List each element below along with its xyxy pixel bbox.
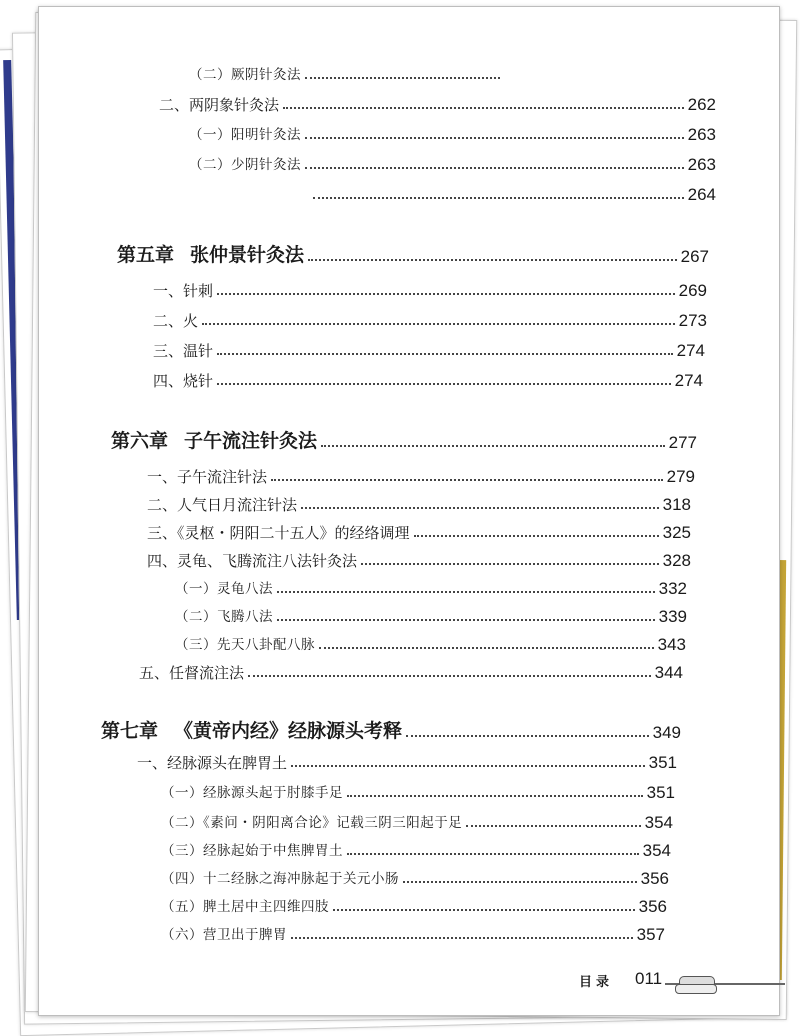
toc-page-number: 273 xyxy=(678,311,707,330)
toc-page-number: 357 xyxy=(636,925,665,944)
dot-leader xyxy=(305,77,500,79)
dot-leader xyxy=(291,765,645,767)
toc-entry-label xyxy=(101,719,402,743)
toc-page-number: 351 xyxy=(648,753,677,772)
dot-leader xyxy=(248,675,651,677)
toc-entry-label xyxy=(111,429,317,453)
toc-page-number: 332 xyxy=(658,579,687,598)
toc-entry-label: （一）阳明针灸法 xyxy=(189,127,301,143)
toc-entry-label xyxy=(117,243,304,267)
toc-entry-label: （四）十二经脉之海冲脉起于关元小肠 xyxy=(161,871,399,887)
toc-page-number: 269 xyxy=(678,281,707,300)
toc-entry-label: （三）经脉起始于中焦脾胃土 xyxy=(161,843,343,859)
toc-entry-label: （二）少阴针灸法 xyxy=(189,157,301,173)
dot-leader xyxy=(321,445,665,447)
toc-entry-label: 三、《灵枢・阴阳二十五人》的经络调理 xyxy=(147,524,410,542)
chapter-number: 第六章 xyxy=(111,430,169,452)
toc-entry-label: （二）厥阴针灸法 xyxy=(189,67,301,83)
toc-entry-label: 四、烧针 xyxy=(153,372,214,390)
toc-page-number: 279 xyxy=(666,467,695,486)
toc-entry-row xyxy=(161,813,673,833)
toc-page-number: 349 xyxy=(652,723,681,742)
toc-entry-row xyxy=(153,371,703,391)
toc-chapter-row xyxy=(111,429,697,453)
dot-leader xyxy=(406,735,649,737)
dot-leader xyxy=(403,881,637,883)
toc-page-number: 274 xyxy=(674,371,703,390)
toc-entry-row xyxy=(161,925,665,945)
toc-page-number: 262 xyxy=(687,95,716,114)
toc-entry-row xyxy=(159,95,716,115)
toc-entry-row xyxy=(137,753,677,773)
toc-page-number: 354 xyxy=(644,813,673,832)
toc-page-number: 263 xyxy=(687,155,716,174)
toc-page-number: 344 xyxy=(654,663,683,682)
toc-entry-row xyxy=(175,635,686,655)
toc-chapter-row xyxy=(117,243,709,267)
dot-leader xyxy=(466,825,640,827)
toc-page-number: 356 xyxy=(638,897,667,916)
toc-entry-label: 五、任督流注法 xyxy=(139,664,245,682)
toc-entry-label: （五）脾土居中主四维四肢 xyxy=(161,899,329,915)
dot-leader xyxy=(305,167,684,169)
toc-page-number: 339 xyxy=(658,607,687,626)
toc-entry-label: （一）灵龟八法 xyxy=(175,581,273,597)
chapter-number: 第七章 xyxy=(101,720,159,742)
dot-leader xyxy=(414,535,659,537)
toc-page-number: 318 xyxy=(662,495,691,514)
toc-entry-row xyxy=(309,185,716,205)
toc-entry-row xyxy=(139,663,683,683)
table-of-contents xyxy=(39,7,779,1015)
dot-leader xyxy=(305,137,684,139)
toc-entry-label: （三）先天八卦配八脉 xyxy=(175,637,315,653)
toc-entry-row xyxy=(189,155,716,175)
dot-leader xyxy=(291,937,633,939)
toc-entry-label: （六）营卫出于脾胃 xyxy=(161,927,287,943)
toc-page-number: 277 xyxy=(668,433,697,452)
dot-leader xyxy=(202,323,675,325)
toc-entry-row xyxy=(153,341,705,361)
toc-entry-row xyxy=(147,495,691,515)
toc-chapter-row xyxy=(101,719,681,743)
toc-page-number: 267 xyxy=(680,247,709,266)
toc-page-number: 263 xyxy=(687,125,716,144)
dot-leader xyxy=(277,591,655,593)
toc-page-number: 264 xyxy=(687,185,716,204)
dot-leader xyxy=(361,563,659,565)
dot-leader xyxy=(271,479,663,481)
toc-page-number: 356 xyxy=(640,869,669,888)
toc-page xyxy=(38,6,780,1016)
toc-page-number: 354 xyxy=(642,841,671,860)
dot-leader xyxy=(217,293,675,295)
footer-page-number: 011 xyxy=(635,969,663,988)
toc-entry-row xyxy=(161,841,671,861)
toc-entry-label: 一、针刺 xyxy=(153,282,214,300)
dot-leader xyxy=(347,853,639,855)
toc-entry-label: （二）飞腾八法 xyxy=(175,609,273,625)
chapter-title: 子午流注针灸法 xyxy=(184,430,318,452)
toc-entry-label: 二、两阴象针灸法 xyxy=(159,96,280,114)
chapter-title: 《黄帝内经》经脉源头考释 xyxy=(174,720,403,742)
dot-leader xyxy=(301,507,659,509)
toc-page-number: 274 xyxy=(676,341,705,360)
dot-leader xyxy=(313,197,684,199)
dot-leader xyxy=(333,909,635,911)
dot-leader xyxy=(283,107,684,109)
toc-page-number: 343 xyxy=(657,635,686,654)
toc-entry-label: 二、人气日月流注针法 xyxy=(147,496,298,514)
dot-leader xyxy=(347,795,643,797)
toc-page-number: 351 xyxy=(646,783,675,802)
toc-entry-label: （二）《素问・阴阳离合论》记载三阴三阳起于足 xyxy=(161,815,463,831)
footer-ornament-lower xyxy=(675,984,717,994)
toc-entry-row xyxy=(153,281,707,301)
toc-entry-row xyxy=(147,467,695,487)
dot-leader xyxy=(217,383,671,385)
toc-entry-row xyxy=(175,607,687,627)
toc-entry-label: 二、火 xyxy=(153,312,199,330)
toc-entry-label: 四、灵龟、飞腾流注八法针灸法 xyxy=(147,552,358,570)
footer-title: 目录 xyxy=(579,975,614,990)
toc-entry-row xyxy=(161,869,669,889)
toc-entry-label: （一）经脉源头起于肘膝手足 xyxy=(161,785,343,801)
dot-leader xyxy=(217,353,673,355)
toc-page-number: 328 xyxy=(662,551,691,570)
toc-page-number: 325 xyxy=(662,523,691,542)
toc-entry-row xyxy=(189,125,716,145)
page-footer xyxy=(579,969,779,999)
toc-entry-row xyxy=(175,579,687,599)
toc-entry-row xyxy=(153,311,707,331)
dot-leader xyxy=(319,647,654,649)
toc-entry-label: 一、经脉源头在脾胃土 xyxy=(137,754,288,772)
dot-leader xyxy=(277,619,655,621)
toc-entry-label: 一、子午流注针法 xyxy=(147,468,268,486)
toc-entry-row xyxy=(147,551,691,571)
chapter-title: 张仲景针灸法 xyxy=(190,244,305,266)
dot-leader xyxy=(308,259,677,261)
toc-entry-row xyxy=(161,783,675,803)
toc-entry-row xyxy=(147,523,691,543)
toc-entry-row xyxy=(161,897,667,917)
toc-entry-label: 三、温针 xyxy=(153,342,214,360)
toc-entry-row xyxy=(189,65,504,85)
chapter-number: 第五章 xyxy=(117,244,175,266)
